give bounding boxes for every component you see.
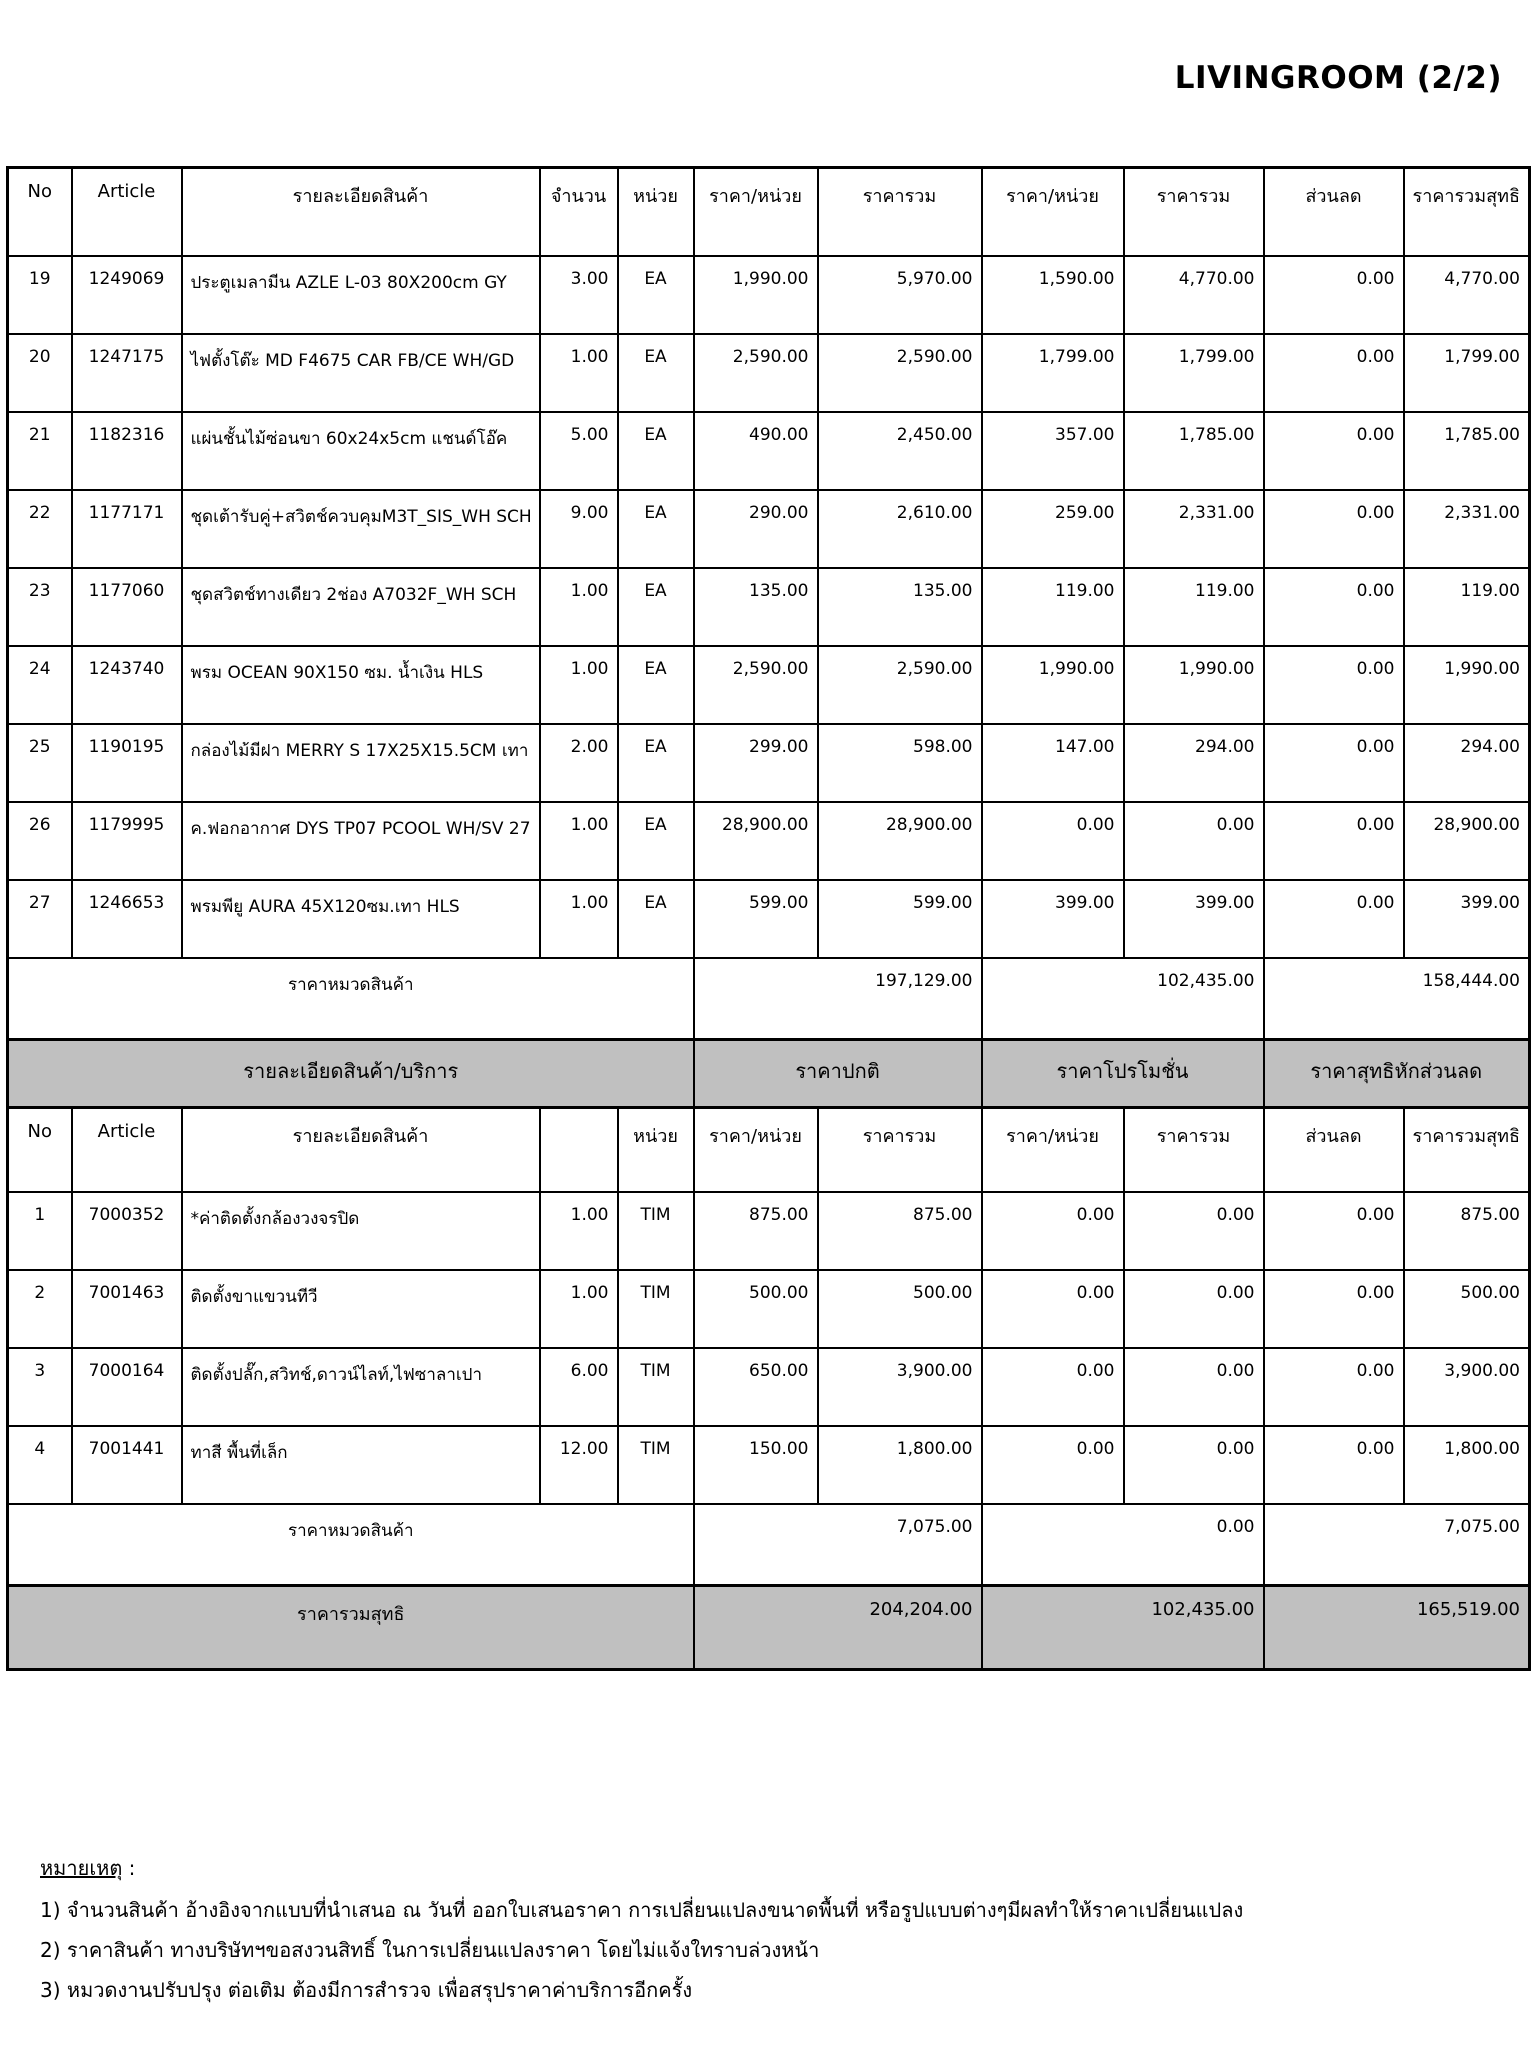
cell-price-total: 2,590.00 [818,646,982,724]
svc-col-header-no: No [8,1108,72,1192]
cell-no: 27 [8,880,72,958]
col-header-qty: จำนวน [540,168,618,256]
cell-description: ติดตั้งขาแขวนทีวี [182,1270,540,1348]
cell-promo-unit: 0.00 [982,1426,1124,1504]
cell-description: ชุดสวิตช์ทางเดียว 2ช่อง A7032F_WH SCH [182,568,540,646]
cell-net-total: 399.00 [1404,880,1530,958]
cell-unit: TIM [618,1192,694,1270]
notes-section [40,1848,1516,2010]
products-subtotal-normal: 197,129.00 [694,958,982,1040]
cell-unit: EA [618,646,694,724]
cell-promo-total: 4,770.00 [1124,256,1264,334]
cell-description: พรม OCEAN 90X150 ซม. น้ำเงิน HLS [182,646,540,724]
cell-promo-unit: 0.00 [982,1348,1124,1426]
cell-net-total: 1,799.00 [1404,334,1530,412]
cell-net-total: 28,900.00 [1404,802,1530,880]
cell-unit: EA [618,568,694,646]
cell-discount: 0.00 [1264,802,1404,880]
cell-promo-total: 0.00 [1124,1426,1264,1504]
cell-discount: 0.00 [1264,1270,1404,1348]
cell-description: พรมพียู AURA 45X120ซม.เทา HLS [182,880,540,958]
cell-net-total: 294.00 [1404,724,1530,802]
cell-unit: TIM [618,1426,694,1504]
service-row [8,1192,1530,1270]
svc-col-header-promo-total: ราคารวม [1124,1108,1264,1192]
cell-description: ไฟตั้งโต๊ะ MD F4675 CAR FB/CE WH/GD [182,334,540,412]
cell-discount: 0.00 [1264,568,1404,646]
svc-col-header-qty [540,1108,618,1192]
col-header-net-total: ราคารวมสุทธิ [1404,168,1530,256]
service-row [8,1426,1530,1504]
cell-net-total: 1,785.00 [1404,412,1530,490]
services-subtotal-promo: 0.00 [982,1504,1264,1586]
product-row [8,256,1530,334]
cell-discount: 0.00 [1264,880,1404,958]
cell-no: 21 [8,412,72,490]
cell-no: 26 [8,802,72,880]
cell-no: 20 [8,334,72,412]
cell-price-total: 2,450.00 [818,412,982,490]
services-subtotal-normal: 7,075.00 [694,1504,982,1586]
cell-promo-total: 399.00 [1124,880,1264,958]
svc-col-header-price-unit: ราคา/หน่วย [694,1108,818,1192]
cell-price-total: 599.00 [818,880,982,958]
service-row [8,1270,1530,1348]
cell-price-unit: 1,990.00 [694,256,818,334]
cell-price-total: 598.00 [818,724,982,802]
cell-price-total: 135.00 [818,568,982,646]
cell-promo-unit: 0.00 [982,802,1124,880]
cell-qty: 5.00 [540,412,618,490]
cell-promo-total: 0.00 [1124,1192,1264,1270]
cell-promo-total: 0.00 [1124,1348,1264,1426]
services-band-details: รายละเอียดสินค้า/บริการ [8,1040,694,1108]
cell-description: ประตูเมลามีน AZLE L-03 80X200cm GY [182,256,540,334]
cell-description: *ค่าติดตั้งกล้องวงจรปิด [182,1192,540,1270]
col-header-article: Article [72,168,182,256]
services-subtotal-label: ราคาหมวดสินค้า [8,1504,694,1586]
cell-unit: TIM [618,1348,694,1426]
svc-col-header-article: Article [72,1108,182,1192]
cell-description: ติดตั้งปลั๊ก,สวิทช์,ดาวน์ไลท์,ไฟซาลาเปา [182,1348,540,1426]
cell-qty: 1.00 [540,568,618,646]
cell-article: 7001441 [72,1426,182,1504]
cell-discount: 0.00 [1264,1348,1404,1426]
cell-qty: 1.00 [540,1192,618,1270]
grand-total-normal: 204,204.00 [694,1586,982,1670]
svc-col-header-discount: ส่วนลด [1264,1108,1404,1192]
cell-qty: 1.00 [540,802,618,880]
col-header-discount: ส่วนลด [1264,168,1404,256]
cell-price-unit: 290.00 [694,490,818,568]
grand-total-row [8,1586,1530,1670]
cell-promo-total: 1,785.00 [1124,412,1264,490]
col-header-promo-total: ราคารวม [1124,168,1264,256]
cell-price-unit: 490.00 [694,412,818,490]
cell-net-total: 3,900.00 [1404,1348,1530,1426]
cell-net-total: 119.00 [1404,568,1530,646]
cell-unit: EA [618,724,694,802]
col-header-unit: หน่วย [618,168,694,256]
cell-description: ค.ฟอกอากาศ DYS TP07 PCOOL WH/SV 27 [182,802,540,880]
col-header-price-unit: ราคา/หน่วย [694,168,818,256]
cell-discount: 0.00 [1264,724,1404,802]
cell-promo-unit: 0.00 [982,1192,1124,1270]
cell-discount: 0.00 [1264,490,1404,568]
cell-no: 2 [8,1270,72,1348]
cell-net-total: 500.00 [1404,1270,1530,1348]
cell-promo-total: 119.00 [1124,568,1264,646]
col-header-promo-unit: ราคา/หน่วย [982,168,1124,256]
cell-qty: 6.00 [540,1348,618,1426]
cell-net-total: 4,770.00 [1404,256,1530,334]
cell-article: 7000352 [72,1192,182,1270]
services-subtotal-net: 7,075.00 [1264,1504,1530,1586]
product-row [8,490,1530,568]
col-header-description: รายละเอียดสินค้า [182,168,540,256]
cell-description: กล่องไม้มีฝา MERRY S 17X25X15.5CM เทา [182,724,540,802]
svc-col-header-promo-unit: ราคา/หน่วย [982,1108,1124,1192]
cell-price-unit: 150.00 [694,1426,818,1504]
cell-unit: EA [618,412,694,490]
product-row [8,568,1530,646]
cell-article: 1177171 [72,490,182,568]
svc-col-header-description: รายละเอียดสินค้า [182,1108,540,1192]
cell-discount: 0.00 [1264,1192,1404,1270]
cell-promo-total: 0.00 [1124,1270,1264,1348]
grand-total-label: ราคารวมสุทธิ [8,1586,694,1670]
cell-promo-unit: 1,990.00 [982,646,1124,724]
cell-article: 7001463 [72,1270,182,1348]
cell-qty: 1.00 [540,880,618,958]
cell-no: 19 [8,256,72,334]
cell-promo-unit: 259.00 [982,490,1124,568]
cell-qty: 12.00 [540,1426,618,1504]
note-item: 1) จำนวนสินค้า อ้างอิงจากแบบที่นำเสนอ ณ วันที่ ออกใบเสนอราคา การเปลี่ยนแปลงขนาดพื้นที่ หรือรูปแบบต่างๆมีผลทำให้ราคาเปลี่ยนแปลง [40,1898,1244,1922]
cell-price-unit: 500.00 [694,1270,818,1348]
cell-no: 3 [8,1348,72,1426]
cell-qty: 2.00 [540,724,618,802]
cell-price-total: 2,590.00 [818,334,982,412]
cell-price-unit: 599.00 [694,880,818,958]
cell-article: 7000164 [72,1348,182,1426]
cell-discount: 0.00 [1264,1426,1404,1504]
cell-promo-unit: 1,799.00 [982,334,1124,412]
service-row [8,1348,1530,1426]
cell-price-total: 1,800.00 [818,1426,982,1504]
col-header-no: No [8,168,72,256]
cell-discount: 0.00 [1264,646,1404,724]
grand-total-promo: 102,435.00 [982,1586,1264,1670]
cell-discount: 0.00 [1264,256,1404,334]
cell-article: 1243740 [72,646,182,724]
cell-promo-unit: 0.00 [982,1270,1124,1348]
cell-net-total: 2,331.00 [1404,490,1530,568]
cell-no: 25 [8,724,72,802]
cell-price-total: 500.00 [818,1270,982,1348]
services-header-row [8,1108,1530,1192]
note-item: 2) ราคาสินค้า ทางบริษัทฯขอสงวนสิทธิ์ ในการเปลี่ยนแปลงราคา โดยไม่แจ้งใทราบล่วงหน้า [40,1938,820,1962]
cell-price-unit: 135.00 [694,568,818,646]
cell-description: ทาสี พื้นที่เล็ก [182,1426,540,1504]
cell-net-total: 1,800.00 [1404,1426,1530,1504]
product-row [8,334,1530,412]
cell-description: ชุดเต้ารับคู่+สวิตช์ควบคุมM3T_SIS_WH SCH [182,490,540,568]
cell-no: 23 [8,568,72,646]
services-band-promo: ราคาโปรโมชั่น [982,1040,1264,1108]
cell-qty: 3.00 [540,256,618,334]
cell-unit: EA [618,334,694,412]
cell-qty: 1.00 [540,646,618,724]
cell-discount: 0.00 [1264,334,1404,412]
cell-article: 1247175 [72,334,182,412]
cell-price-unit: 2,590.00 [694,646,818,724]
note-item: 3) หมวดงานปรับปรุง ต่อเติม ต้องมีการสำรวจ เพื่อสรุปราคาค่าบริการอีกครั้ง [40,1978,693,2002]
cell-article: 1179995 [72,802,182,880]
cell-no: 22 [8,490,72,568]
cell-unit: TIM [618,1270,694,1348]
product-row [8,802,1530,880]
cell-article: 1249069 [72,256,182,334]
services-band-normal: ราคาปกติ [694,1040,982,1108]
products-header-row [8,168,1530,256]
cell-article: 1246653 [72,880,182,958]
cell-price-total: 2,610.00 [818,490,982,568]
products-subtotal-row [8,958,1530,1040]
page-title: LIVINGROOM (2/2) [1174,60,1502,96]
cell-no: 4 [8,1426,72,1504]
services-band-row [8,1040,1530,1108]
cell-price-unit: 2,590.00 [694,334,818,412]
cell-qty: 9.00 [540,490,618,568]
cell-promo-unit: 1,590.00 [982,256,1124,334]
cell-price-unit: 650.00 [694,1348,818,1426]
svc-col-header-net-total: ราคารวมสุทธิ [1404,1108,1530,1192]
cell-price-unit: 875.00 [694,1192,818,1270]
cell-promo-total: 1,990.00 [1124,646,1264,724]
cell-promo-total: 294.00 [1124,724,1264,802]
cell-article: 1190195 [72,724,182,802]
cell-promo-total: 1,799.00 [1124,334,1264,412]
cell-article: 1177060 [72,568,182,646]
cell-unit: EA [618,490,694,568]
cell-price-total: 3,900.00 [818,1348,982,1426]
cell-net-total: 875.00 [1404,1192,1530,1270]
cell-qty: 1.00 [540,1270,618,1348]
cell-price-unit: 299.00 [694,724,818,802]
cell-price-unit: 28,900.00 [694,802,818,880]
cell-qty: 1.00 [540,334,618,412]
products-subtotal-promo: 102,435.00 [982,958,1264,1040]
cell-no: 1 [8,1192,72,1270]
cell-no: 24 [8,646,72,724]
cell-discount: 0.00 [1264,412,1404,490]
cell-promo-total: 0.00 [1124,802,1264,880]
quotation-table [6,166,1531,1671]
svc-col-header-unit: หน่วย [618,1108,694,1192]
cell-promo-unit: 357.00 [982,412,1124,490]
cell-promo-unit: 119.00 [982,568,1124,646]
product-row [8,412,1530,490]
cell-unit: EA [618,880,694,958]
services-band-net: ราคาสุทธิหักส่วนลด [1264,1040,1530,1108]
product-row [8,880,1530,958]
cell-promo-unit: 147.00 [982,724,1124,802]
cell-price-total: 28,900.00 [818,802,982,880]
grand-total-net: 165,519.00 [1264,1586,1530,1670]
products-subtotal-net: 158,444.00 [1264,958,1530,1040]
notes-heading: หมายเหตุ : [40,1856,136,1880]
products-subtotal-label: ราคาหมวดสินค้า [8,958,694,1040]
col-header-price-total: ราคารวม [818,168,982,256]
product-row [8,646,1530,724]
product-row [8,724,1530,802]
cell-description: แผ่นชั้นไม้ซ่อนขา 60x24x5cm แชนด์โอ๊ค [182,412,540,490]
svc-col-header-price-total: ราคารวม [818,1108,982,1192]
cell-unit: EA [618,802,694,880]
cell-unit: EA [618,256,694,334]
cell-price-total: 875.00 [818,1192,982,1270]
cell-promo-total: 2,331.00 [1124,490,1264,568]
cell-net-total: 1,990.00 [1404,646,1530,724]
cell-price-total: 5,970.00 [818,256,982,334]
services-subtotal-row [8,1504,1530,1586]
cell-promo-unit: 399.00 [982,880,1124,958]
cell-article: 1182316 [72,412,182,490]
